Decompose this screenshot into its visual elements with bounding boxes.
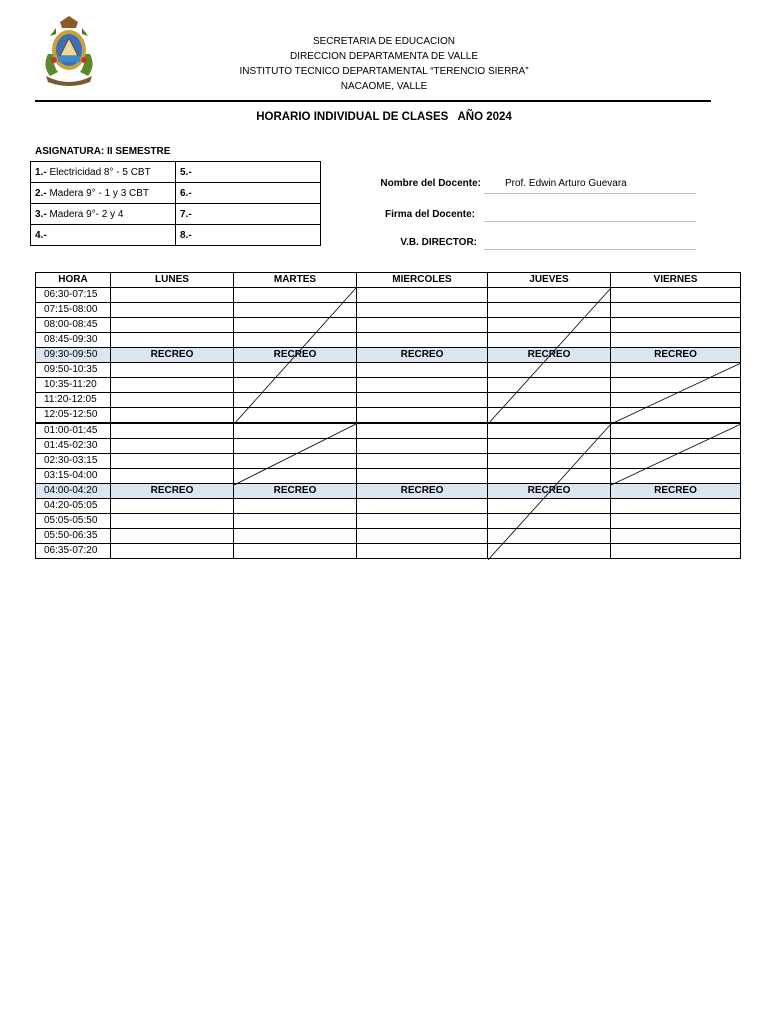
time-slot-cell: 01:45-02:30 bbox=[36, 439, 111, 454]
subject-number: 5.- bbox=[180, 166, 192, 178]
asignatura-cell bbox=[176, 204, 321, 225]
asignatura-cell bbox=[176, 225, 321, 246]
time-slot-cell: 06:30-07:15 bbox=[36, 288, 111, 303]
schedule-row bbox=[36, 439, 741, 454]
schedule-row bbox=[36, 499, 741, 514]
column-header-miercoles: MIERCOLES bbox=[357, 273, 488, 288]
class-cell-lunes bbox=[111, 333, 234, 348]
class-cell-viernes bbox=[611, 303, 741, 318]
class-cell-martes bbox=[234, 423, 357, 439]
time-slot-cell: 06:35-07:20 bbox=[36, 544, 111, 559]
header-line-direccion: DIRECCION DEPARTAMENTA DE VALLE bbox=[289, 51, 478, 62]
vb-director-line[interactable] bbox=[484, 249, 696, 250]
class-cell-lunes bbox=[111, 318, 234, 333]
class-cell-martes bbox=[234, 333, 357, 348]
class-cell-martes bbox=[234, 529, 357, 544]
subject-number: 2.- bbox=[35, 187, 47, 199]
class-cell-lunes bbox=[111, 499, 234, 514]
class-cell-miercoles bbox=[357, 423, 488, 439]
class-cell-viernes bbox=[611, 514, 741, 529]
class-cell-miercoles bbox=[357, 393, 488, 408]
column-header-martes: MARTES bbox=[234, 273, 357, 288]
subject-number: 7.- bbox=[180, 208, 192, 220]
class-cell-jueves bbox=[488, 529, 611, 544]
class-cell-lunes bbox=[111, 288, 234, 303]
recreo-cell-miercoles: RECREO bbox=[357, 484, 488, 499]
schedule-row bbox=[36, 318, 741, 333]
header-divider bbox=[35, 100, 711, 102]
class-cell-viernes bbox=[611, 333, 741, 348]
class-cell-martes bbox=[234, 363, 357, 378]
class-cell-jueves bbox=[488, 378, 611, 393]
asignatura-cell bbox=[31, 162, 176, 183]
class-cell-viernes bbox=[611, 439, 741, 454]
class-cell-jueves bbox=[488, 439, 611, 454]
recreo-cell-viernes: RECREO bbox=[611, 348, 741, 363]
class-cell-jueves bbox=[488, 408, 611, 424]
class-cell-martes bbox=[234, 514, 357, 529]
class-cell-viernes bbox=[611, 378, 741, 393]
class-cell-viernes bbox=[611, 288, 741, 303]
recreo-cell-martes: RECREO bbox=[234, 348, 357, 363]
subject-name: Madera 9°- 2 y 4 bbox=[46, 208, 124, 220]
class-cell-miercoles bbox=[357, 303, 488, 318]
schedule-row bbox=[36, 454, 741, 469]
time-slot-cell: 04:00-04:20 bbox=[36, 484, 111, 499]
class-cell-miercoles bbox=[357, 408, 488, 424]
class-cell-lunes bbox=[111, 454, 234, 469]
class-cell-miercoles bbox=[357, 544, 488, 559]
schedule-row bbox=[36, 408, 741, 424]
class-cell-viernes bbox=[611, 499, 741, 514]
subject-number: 1.- bbox=[35, 166, 47, 178]
recreo-cell-lunes: RECREO bbox=[111, 348, 234, 363]
subject-number: 8.- bbox=[180, 229, 192, 241]
class-cell-martes bbox=[234, 378, 357, 393]
column-header-hora: HORA bbox=[36, 273, 111, 288]
time-slot-cell: 03:15-04:00 bbox=[36, 469, 111, 484]
time-slot-cell: 01:00-01:45 bbox=[36, 423, 111, 439]
asignatura-label: ASIGNATURA: II SEMESTRE bbox=[35, 146, 171, 157]
asignatura-table bbox=[30, 161, 321, 246]
asignatura-cell bbox=[31, 225, 176, 246]
time-slot-cell: 05:05-05:50 bbox=[36, 514, 111, 529]
time-slot-cell: 09:50-10:35 bbox=[36, 363, 111, 378]
nombre-docente-line[interactable] bbox=[484, 193, 696, 194]
class-cell-jueves bbox=[488, 514, 611, 529]
class-cell-lunes bbox=[111, 363, 234, 378]
schedule-row bbox=[36, 303, 741, 318]
time-slot-cell: 12:05-12:50 bbox=[36, 408, 111, 424]
recreo-cell-jueves: RECREO bbox=[488, 484, 611, 499]
asignatura-row bbox=[31, 204, 321, 225]
time-slot-cell: 04:20-05:05 bbox=[36, 499, 111, 514]
asignatura-row bbox=[31, 183, 321, 204]
schedule-row bbox=[36, 393, 741, 408]
recreo-row bbox=[36, 348, 741, 363]
time-slot-cell: 11:20-12:05 bbox=[36, 393, 111, 408]
class-cell-jueves bbox=[488, 499, 611, 514]
asignatura-cell bbox=[176, 183, 321, 204]
time-slot-cell: 08:00-08:45 bbox=[36, 318, 111, 333]
class-cell-martes bbox=[234, 393, 357, 408]
time-slot-cell: 09:30-09:50 bbox=[36, 348, 111, 363]
recreo-cell-jueves: RECREO bbox=[488, 348, 611, 363]
schedule-row bbox=[36, 333, 741, 348]
class-cell-miercoles bbox=[357, 499, 488, 514]
nombre-docente-value: Prof. Edwin Arturo Guevara bbox=[505, 178, 627, 189]
subject-number: 3.- bbox=[35, 208, 47, 220]
column-header-lunes: LUNES bbox=[111, 273, 234, 288]
schedule-row bbox=[36, 288, 741, 303]
class-cell-jueves bbox=[488, 333, 611, 348]
vb-director-label: V.B. DIRECTOR: bbox=[400, 237, 477, 248]
asignatura-cell bbox=[31, 204, 176, 225]
class-cell-martes bbox=[234, 544, 357, 559]
header-line-instituto: INSTITUTO TECNICO DEPARTAMENTAL “TERENCIO SIERRA” bbox=[239, 66, 529, 77]
schedule-row bbox=[36, 363, 741, 378]
class-cell-viernes bbox=[611, 469, 741, 484]
class-cell-jueves bbox=[488, 318, 611, 333]
asignatura-row bbox=[31, 162, 321, 183]
header-line-location: NACAOME, VALLE bbox=[340, 81, 428, 92]
class-cell-jueves bbox=[488, 544, 611, 559]
class-cell-miercoles bbox=[357, 514, 488, 529]
class-cell-viernes bbox=[611, 454, 741, 469]
class-cell-martes bbox=[234, 288, 357, 303]
schedule-table bbox=[35, 272, 741, 559]
time-slot-cell: 02:30-03:15 bbox=[36, 454, 111, 469]
recreo-cell-miercoles: RECREO bbox=[357, 348, 488, 363]
schedule-row bbox=[36, 529, 741, 544]
class-cell-lunes bbox=[111, 408, 234, 424]
class-cell-martes bbox=[234, 469, 357, 484]
class-cell-miercoles bbox=[357, 333, 488, 348]
time-slot-cell: 08:45-09:30 bbox=[36, 333, 111, 348]
class-cell-miercoles bbox=[357, 363, 488, 378]
subject-name: Madera 9° - 1 y 3 CBT bbox=[46, 187, 150, 199]
class-cell-martes bbox=[234, 318, 357, 333]
class-cell-jueves bbox=[488, 363, 611, 378]
schedule-row bbox=[36, 514, 741, 529]
class-cell-lunes bbox=[111, 469, 234, 484]
recreo-cell-martes: RECREO bbox=[234, 484, 357, 499]
class-cell-martes bbox=[234, 439, 357, 454]
column-header-viernes: VIERNES bbox=[611, 273, 741, 288]
class-cell-martes bbox=[234, 303, 357, 318]
column-header-jueves: JUEVES bbox=[488, 273, 611, 288]
schedule-row bbox=[36, 378, 741, 393]
time-slot-cell: 10:35-11:20 bbox=[36, 378, 111, 393]
class-cell-lunes bbox=[111, 514, 234, 529]
class-cell-viernes bbox=[611, 544, 741, 559]
class-cell-miercoles bbox=[357, 469, 488, 484]
class-cell-viernes bbox=[611, 318, 741, 333]
class-cell-jueves bbox=[488, 303, 611, 318]
class-cell-jueves bbox=[488, 469, 611, 484]
class-cell-lunes bbox=[111, 439, 234, 454]
schedule-header-row bbox=[36, 273, 741, 288]
class-cell-viernes bbox=[611, 393, 741, 408]
class-cell-jueves bbox=[488, 288, 611, 303]
class-cell-miercoles bbox=[357, 318, 488, 333]
class-cell-martes bbox=[234, 408, 357, 424]
class-cell-viernes bbox=[611, 529, 741, 544]
time-slot-cell: 05:50-06:35 bbox=[36, 529, 111, 544]
class-cell-lunes bbox=[111, 378, 234, 393]
class-cell-martes bbox=[234, 454, 357, 469]
asignatura-cell bbox=[176, 162, 321, 183]
recreo-cell-viernes: RECREO bbox=[611, 484, 741, 499]
recreo-row bbox=[36, 484, 741, 499]
nombre-docente-label: Nombre del Docente: bbox=[380, 178, 481, 189]
time-slot-cell: 07:15-08:00 bbox=[36, 303, 111, 318]
recreo-cell-lunes: RECREO bbox=[111, 484, 234, 499]
class-cell-jueves bbox=[488, 454, 611, 469]
subject-number: 6.- bbox=[180, 187, 192, 199]
subject-name: Electricidad 8° - 5 CBT bbox=[46, 166, 151, 178]
class-cell-miercoles bbox=[357, 454, 488, 469]
class-cell-lunes bbox=[111, 393, 234, 408]
asignatura-cell bbox=[31, 183, 176, 204]
class-cell-miercoles bbox=[357, 439, 488, 454]
class-cell-jueves bbox=[488, 423, 611, 439]
class-cell-miercoles bbox=[357, 529, 488, 544]
firma-docente-line[interactable] bbox=[484, 221, 696, 222]
class-cell-miercoles bbox=[357, 378, 488, 393]
class-cell-jueves bbox=[488, 393, 611, 408]
asignatura-row bbox=[31, 225, 321, 246]
class-cell-martes bbox=[234, 499, 357, 514]
subject-number: 4.- bbox=[35, 229, 47, 241]
class-cell-viernes bbox=[611, 408, 741, 424]
class-cell-viernes bbox=[611, 363, 741, 378]
firma-docente-label: Firma del Docente: bbox=[384, 209, 475, 220]
class-cell-lunes bbox=[111, 529, 234, 544]
class-cell-lunes bbox=[111, 303, 234, 318]
schedule-row bbox=[36, 544, 741, 559]
header-line-ministry: SECRETARIA DE EDUCACION bbox=[312, 36, 456, 47]
schedule-row bbox=[36, 469, 741, 484]
schedule-row bbox=[36, 423, 741, 439]
class-cell-miercoles bbox=[357, 288, 488, 303]
class-cell-viernes bbox=[611, 423, 741, 439]
class-cell-lunes bbox=[111, 423, 234, 439]
class-cell-lunes bbox=[111, 544, 234, 559]
page-title: HORARIO INDIVIDUAL DE CLASES AÑO 2024 bbox=[256, 111, 512, 123]
